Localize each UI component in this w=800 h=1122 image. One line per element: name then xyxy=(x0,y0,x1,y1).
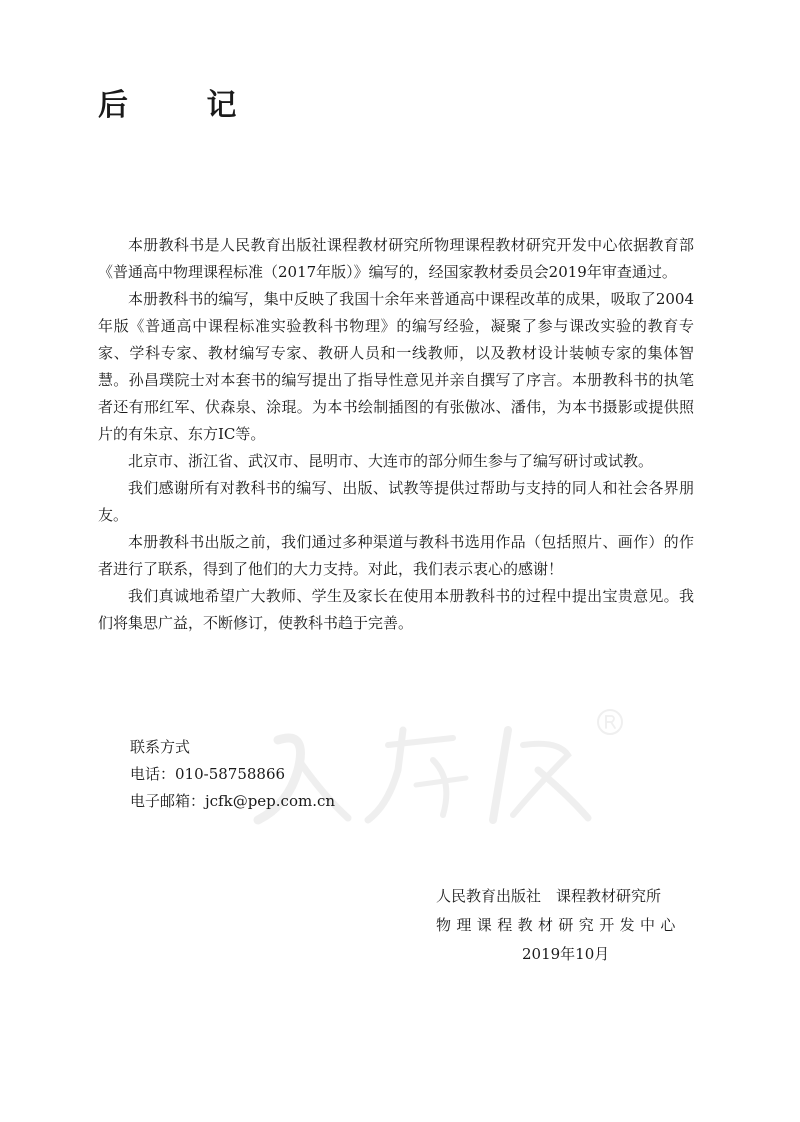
signature-center: 物理课程教材研究开发中心 xyxy=(436,916,681,934)
paragraph: 本册教科书是人民教育出版社课程教材研究所物理课程教材研究开发中心依据教育部《普通高中物理课程标准（2017年版）》编写的，经国家教材委员会2019年审查通过。 xyxy=(98,236,694,281)
signature-block xyxy=(436,882,736,969)
contact-heading: 联系方式 xyxy=(130,738,191,756)
contact-email: 电子邮箱：jcfk@pep.com.cn xyxy=(130,792,336,810)
signature-publisher: 人民教育出版社 课程教材研究所 xyxy=(436,887,662,905)
paragraph: 我们真诚地希望广大教师、学生及家长在使用本册教科书的过程中提出宝贵意见。我们将集思广益，不断修订，使教科书趋于完善。 xyxy=(98,587,694,632)
afterword-body xyxy=(98,232,694,637)
contact-info xyxy=(130,734,335,815)
paragraph: 本册教科书出版之前，我们通过多种渠道与教科书选用作品（包括照片、画作）的作者进行了联系，得到了他们的大力支持。对此，我们表示衷心的感谢！ xyxy=(98,533,694,578)
paragraph: 北京市、浙江省、武汉市、昆明市、大连市的部分师生参与了编写研讨或试教。 xyxy=(128,452,654,470)
contact-phone: 电话：010-58758866 xyxy=(130,765,286,783)
signature-date: 2019年10月 xyxy=(522,945,610,963)
page-title: 后 记 xyxy=(98,88,271,123)
paragraph: 本册教科书的编写，集中反映了我国十余年来普通高中课程改革的成果，吸取了2004年版《普通高中课程标准实验教科书物理》的编写经验，凝聚了参与课改实验的教育专家、学科专家、教材编写专家、教研人员和一线教师，以及教材设计装帧专家的集体智慧。孙昌璞院士对本套书的编写提出了指导性意见并亲自撰写了序言。本册教科书的执笔者还有邢红军、伏森泉、涂琨。为本书绘制插图的有张傲冰、潘伟，为本书摄影或提供照片的有朱京、东方IC等。 xyxy=(98,290,694,443)
paragraph: 我们感谢所有对教科书的编写、出版、试教等提供过帮助与支持的同人和社会各界朋友。 xyxy=(98,479,694,524)
